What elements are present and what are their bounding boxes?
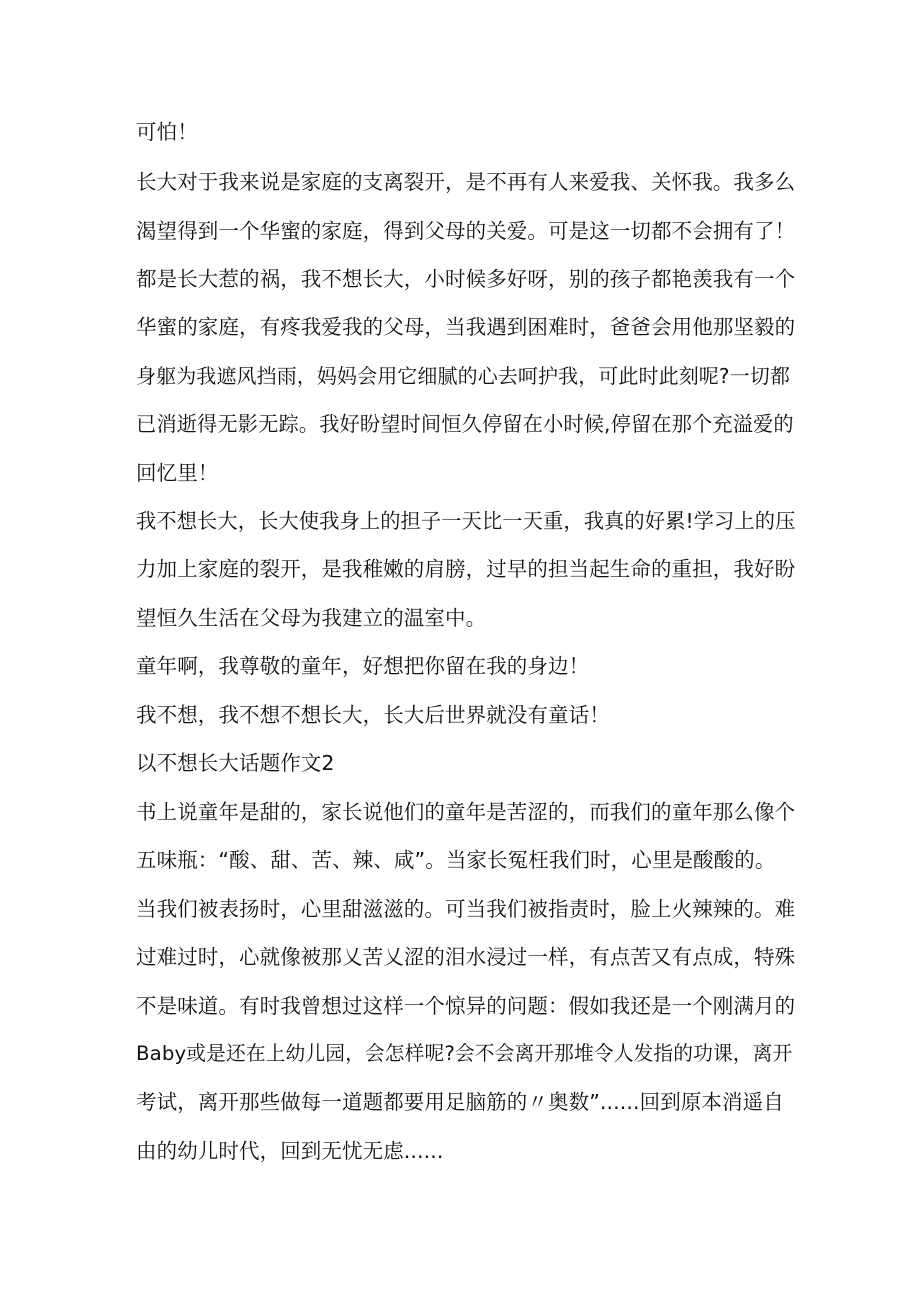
text-line: 望恒久生活在父母为我建立的温室中。 [136,606,487,630]
text-line: 回忆里！ [136,461,219,485]
text-line: 渴望得到一个华蜜的家庭，得到父母的关爱。可是这一切都不会拥有了！ [136,219,796,243]
text-line: 已消逝得无影无踪。我好盼望时间恒久停留在小时候,停留在那个充溢爱的 [136,412,794,436]
text-line: 童年啊，我尊敬的童年，好想把你留在我的身边！ [136,654,590,678]
text-line: Baby或是还在上幼儿园，会怎样呢?会不会离开那堆令人发指的功课，离开 [136,1042,793,1065]
text-line: 可怕！ [136,120,198,144]
text-line: 我不想长大，长大使我身上的担子一天比一天重，我真的好累!学习上的压 [136,509,796,533]
text-line: 不是味道。有时我曾想过这样一个惊异的问题：假如我还是一个刚满月的 [136,994,796,1018]
text-line: 长大对于我来说是家庭的支离裂开，是不再有人来爱我、关怀我。我多么 [136,170,796,194]
section-heading: 以不想长大话题作文2 [136,751,335,775]
text-line: 我不想，我不想不想长大，长大后世界就没有童话！ [136,703,610,727]
text-line: 都是长大惹的祸，我不想长大，小时候多好呀，别的孩子都艳羡我有一个 [136,267,796,291]
text-line: 书上说童年是甜的，家长说他们的童年是苦涩的，而我们的童年那么像个 [136,800,796,824]
text-line: 身躯为我遮风挡雨，妈妈会用它细腻的心去呵护我，可此时此刻呢?一切都 [136,364,790,388]
text-line: 由的幼儿时代，回到无忧无虑...... [136,1139,444,1163]
text-line: 华蜜的家庭，有疼我爱我的父母，当我遇到困难时，爸爸会用他那坚毅的 [136,315,796,339]
text-line: 当我们被表扬时，心里甜滋滋的。可当我们被指责时，脸上火辣辣的。难 [136,897,796,921]
text-line: 力加上家庭的裂开，是我稚嫩的肩膀，过早的担当起生命的重担，我好盼 [136,557,796,581]
text-line: 考试，离开那些做每一道题都要用足脑筋的〃奥数”......回到原本消遥自 [136,1090,784,1114]
text-line: 五味瓶：“酸、甜、苦、辣、咸”。当家长冤枉我们时，心里是酸酸的。 [136,848,776,872]
text-line: 过难过时，心就像被那乂苦乂涩的泪水浸过一样，有点苦又有点成，特殊 [136,945,796,969]
